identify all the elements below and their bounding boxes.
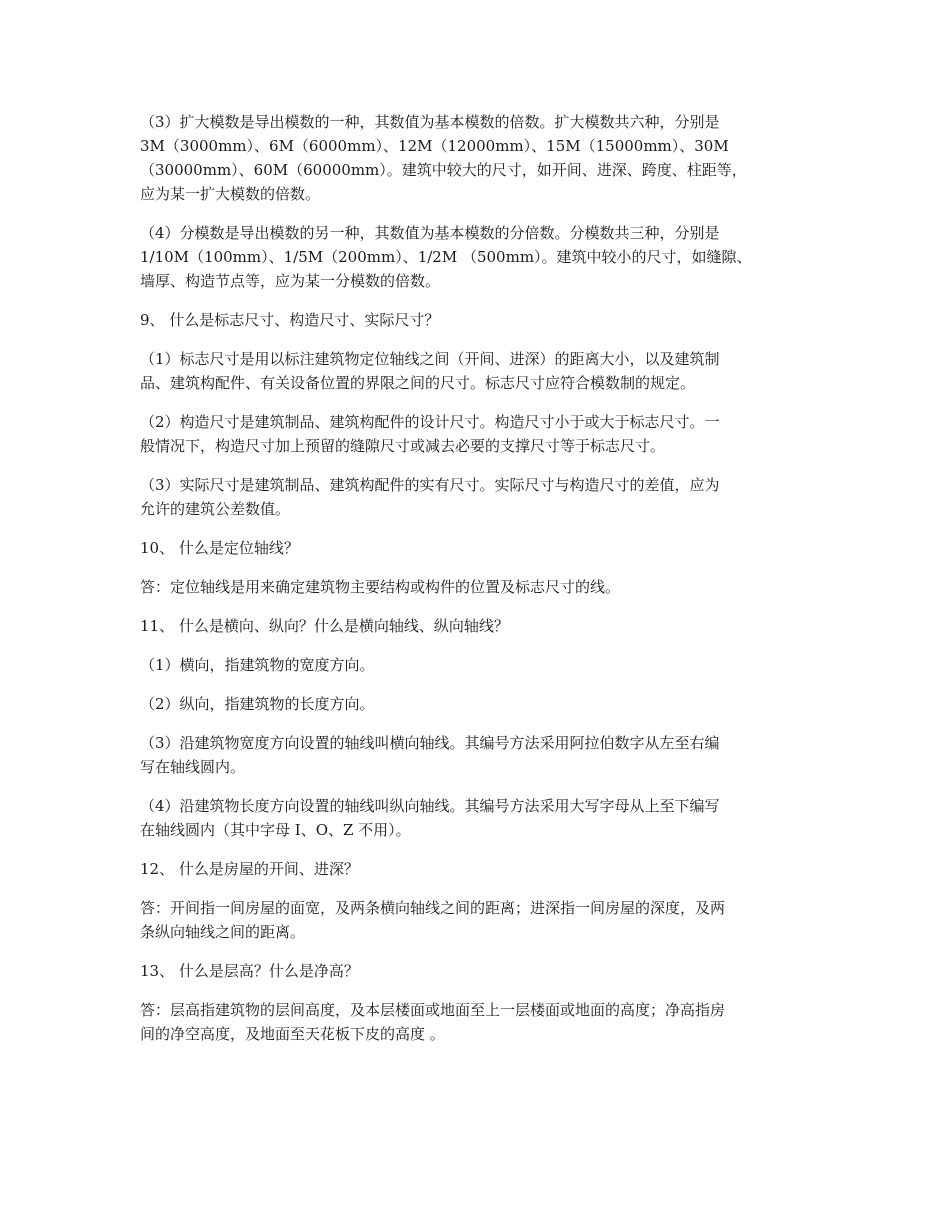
paragraph-transverse: （1）横向，指建筑物的宽度方向。 xyxy=(140,656,375,674)
paragraph-sub-module: （4）分模数是导出模数的另一种，其数值为基本模数的分倍数。分模数共三种，分别是 1/10M（100mm）、1/5M（200mm）、1/2M （500mm）。建筑中较小的尺寸，如缝隙、 墙厚、构造节点等，应为某一分模数的倍数。 xyxy=(140,224,752,290)
paragraph-construction-size: （2）构造尺寸是建筑制品、建筑构配件的设计尺寸。构造尺寸小于或大于标志尺寸。一 般情况下，构造尺寸加上预留的缝隙尺寸或减去必要的支撑尺寸等于标志尺寸。 xyxy=(140,413,720,455)
document-page xyxy=(140,110,830,1061)
answer-13: 答：层高指建筑物的层间高度，及本层楼面或地面至上一层楼面或地面的高度；净高指房 间的净空高度，及地面至天花板下皮的高度 。 xyxy=(140,1001,726,1043)
question-13-heading: 13、 什么是层高？什么是净高？ xyxy=(140,962,359,980)
paragraph-actual-size: （3）实际尺寸是建筑制品、建筑构配件的实有尺寸。实际尺寸与构造尺寸的差值，应为 允许的建筑公差数值。 xyxy=(140,476,720,518)
answer-12: 答：开间指一间房屋的面宽，及两条横向轴线之间的距离；进深指一间房屋的深度，及两 条纵向轴线之间的距离。 xyxy=(140,899,726,941)
question-10-heading: 10、 什么是定位轴线？ xyxy=(140,539,299,557)
question-9-heading: 9、 什么是标志尺寸、构造尺寸、实际尺寸？ xyxy=(140,311,440,329)
question-11-heading: 11、 什么是横向、纵向？什么是横向轴线、纵向轴线？ xyxy=(140,617,509,635)
paragraph-longitudinal-axis: （4）沿建筑物长度方向设置的轴线叫纵向轴线。其编号方法采用大写字母从上至下编写 在轴线圆内（其中字母 I、O、Z 不用）。 xyxy=(140,797,720,839)
answer-10: 答：定位轴线是用来确定建筑物主要结构或构件的位置及标志尺寸的线。 xyxy=(140,578,621,596)
paragraph-extended-module: （3）扩大模数是导出模数的一种，其数值为基本模数的倍数。扩大模数共六种，分别是 3M（3000mm）、6M（6000mm）、12M（12000mm）、15M（15000mm）、30M （30000mm）、60M（60000mm）。建筑中较大的尺寸，如开间、进深、跨度、柱距等， 应为某一扩大模数的倍数。 xyxy=(140,113,747,203)
paragraph-nominal-size: （1）标志尺寸是用以标注建筑物定位轴线之间（开间、进深）的距离大小，以及建筑制 品、建筑构配件、有关设备位置的界限之间的尺寸。标志尺寸应符合模数制的规定。 xyxy=(140,350,720,392)
paragraph-longitudinal: （2）纵向，指建筑物的长度方向。 xyxy=(140,695,375,713)
paragraph-transverse-axis: （3）沿建筑物宽度方向设置的轴线叫横向轴线。其编号方法采用阿拉伯数字从左至右编 写在轴线圆内。 xyxy=(140,734,720,776)
question-12-heading: 12、 什么是房屋的开间、进深？ xyxy=(140,860,359,878)
